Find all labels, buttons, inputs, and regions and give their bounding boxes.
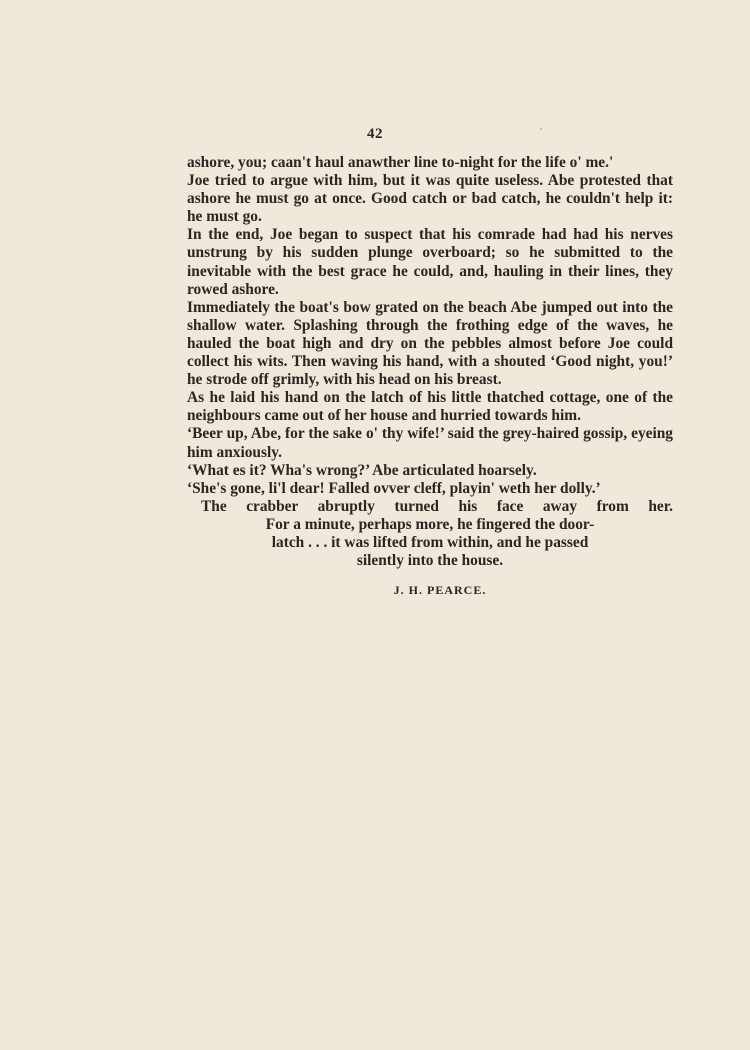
closing-line: latch . . . it was lifted from within, and he passed bbox=[271, 533, 589, 551]
page-number: 42 bbox=[367, 126, 383, 142]
closing-line: The crabber abruptly turned his face away from her. bbox=[201, 497, 673, 515]
paragraph: ‘She's gone, li'l dear! Falled ovver cleff, playin' weth her dolly.’ bbox=[187, 479, 601, 497]
closing-line: For a minute, perhaps more, he fingered the door- bbox=[265, 515, 595, 533]
paragraph: ‘Beer up, Abe, for the sake o' thy wife!’ said the grey-haired gossip, eyeing him anxiously. bbox=[187, 425, 673, 461]
paragraph: ‘What es it? Wha's wrong?’ Abe articulated hoarsely. bbox=[187, 461, 537, 479]
body-text bbox=[187, 154, 673, 599]
closing-line: silently into the house. bbox=[356, 552, 504, 570]
paper-speck bbox=[540, 128, 542, 130]
paragraph: In the end, Joe began to suspect that his comrade had had his nerves unstrung by his sudden plunge overboard; so he submitted to the inevitable with the best grace he could, and, hauling in their lines, they rowed ashore. bbox=[187, 226, 673, 298]
author-signature: J. H. PEARCE. bbox=[393, 583, 487, 598]
paragraph: Immediately the boat's bow grated on the beach Abe jumped out into the shallow water. Splashing through the frothing edge of the waves, he hauled the boat high and dry on the pebbles almost before Joe could collect his wits. Then waving his hand, with a shouted ‘Good night, you!’ he strode off grimly, with his head on his breast. bbox=[187, 298, 673, 389]
paragraph: Joe tried to argue with him, but it was quite useless. Abe protested that ashore he must go at once. Good catch or bad catch, he couldn't help it: he must go. bbox=[187, 172, 673, 226]
paragraph: ashore, you; caan't haul anawther line to-night for the life o' me.' bbox=[187, 154, 614, 171]
closing-paragraph bbox=[187, 498, 673, 570]
paragraph: As he laid his hand on the latch of his little thatched cottage, one of the neighbours came out of her house and hurried towards him. bbox=[187, 389, 673, 425]
